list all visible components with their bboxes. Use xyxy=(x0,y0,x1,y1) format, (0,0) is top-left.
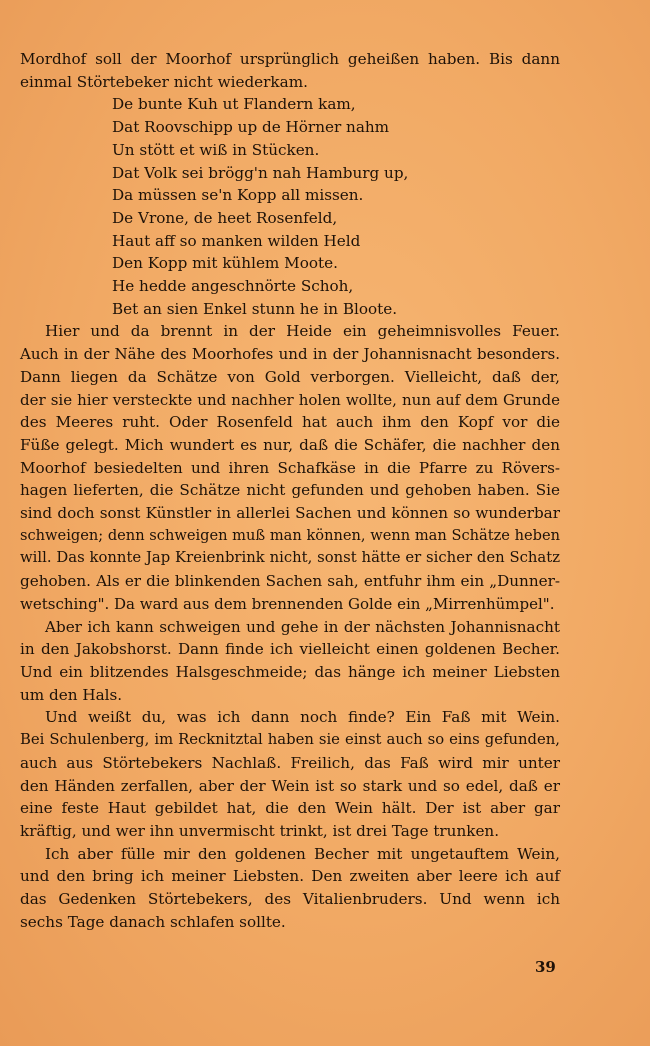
paragraph-intro xyxy=(20,48,560,93)
text-line: Bei Schulenberg, im Recknitztal haben sie einst auch so eins gefunden, xyxy=(20,731,560,749)
text-line: Und ein blitzendes Halsgeschmeide; das hänge ich meiner Liebsten xyxy=(20,662,560,681)
text-line: Aber ich kann schweigen und gehe in der nächsten Johannisnacht xyxy=(45,617,560,636)
text-line: Ich aber fülle mir den goldenen Becher mit ungetauftem Wein, xyxy=(45,844,560,863)
text-line: sechs Tage danach schlafen sollte. xyxy=(20,912,286,931)
verse-line: De Vrone, de heet Rosenfeld, xyxy=(112,208,338,227)
verse-line: Haut aff so manken wilden Held xyxy=(112,231,361,250)
verse-block xyxy=(20,93,560,320)
paragraph-wine-cask xyxy=(20,706,560,842)
verse-line: Da müssen se'n Kopp all missen. xyxy=(112,186,364,205)
text-line: Hier und da brennt in der Heide ein geheimnisvolles Feuer. xyxy=(45,322,560,341)
text-line: den Händen zerfallen, aber der Wein ist so stark und so edel, daß er xyxy=(20,776,560,795)
text-line: sind doch sonst Künstler in allerlei Sachen und können so wunderbar xyxy=(20,504,560,523)
text-line: Dann liegen da Schätze von Gold verborgen. Vielleicht, daß der, xyxy=(20,367,560,386)
text-line: Auch in der Nähe des Moorhofes und in der Johannisnacht besonders. xyxy=(20,345,560,364)
verse-line: He hedde angeschnörte Schoh, xyxy=(112,277,354,296)
paragraph-heath-fire xyxy=(20,320,560,615)
text-line: kräftig, und wer ihn unvermischt trinkt, ist drei Tage trunken. xyxy=(20,821,500,840)
verse-line: Den Kopp mit kühlem Moote. xyxy=(112,254,338,273)
text-line: Füße gelegt. Mich wundert es nur, daß die Schäfer, die nachher den xyxy=(20,435,560,454)
text-line: einmal Störtebeker nicht wiederkam. xyxy=(20,72,308,91)
page-number: 39 xyxy=(535,958,556,976)
page-text xyxy=(20,48,560,933)
text-line: das Gedenken Störtebekers, des Vitalienbruders. Und wenn ich xyxy=(20,890,560,909)
text-line: wetsching". Da ward aus dem brennenden Golde ein „Mirrenhümpel". xyxy=(20,594,555,613)
text-line: um den Hals. xyxy=(20,685,123,704)
text-line: hagen lieferten, die Schätze nicht gefunden und gehoben haben. Sie xyxy=(20,481,560,500)
text-line: der sie hier versteckte und nachher holen wollte, nun auf dem Grunde xyxy=(20,390,560,409)
text-line: auch aus Störtebekers Nachlaß. Freilich, das Faß wird mir unter xyxy=(20,753,560,772)
text-line: eine feste Haut gebildet hat, die den Wein hält. Der ist aber gar xyxy=(20,799,560,818)
verse-line: Dat Roovschipp up de Hörner nahm xyxy=(112,118,390,137)
text-line: und den bring ich meiner Liebsten. Den zweiten aber leere ich auf xyxy=(20,867,560,886)
text-line: Und weißt du, was ich dann noch finde? Ein Faß mit Wein. xyxy=(45,708,560,727)
paragraph-midsummer xyxy=(20,616,560,707)
text-line: will. Das konnte Jap Kreienbrink nicht, sonst hätte er sicher den Schatz xyxy=(20,549,560,567)
text-line: Moorhof besiedelten und ihren Schafkäse in die Pfarre zu Rövers- xyxy=(20,458,560,477)
paragraph-golden-cup xyxy=(20,843,560,934)
verse-line: Dat Volk sei brögg'n nah Hamburg up, xyxy=(112,163,409,182)
verse-line: Un stött et wiß in Stücken. xyxy=(112,140,320,159)
text-line: schweigen; denn schweigen muß man können, wenn man Schätze heben xyxy=(20,526,560,544)
text-line: des Meeres ruht. Oder Rosenfeld hat auch ihm den Kopf vor die xyxy=(20,413,560,432)
verse-line: Bet an sien Enkel stunn he in Bloote. xyxy=(112,299,398,318)
text-line: Mordhof soll der Moorhof ursprünglich geheißen haben. Bis dann xyxy=(20,50,560,68)
verse-line: De bunte Kuh ut Flandern kam, xyxy=(112,95,356,114)
text-line: gehoben. Als er die blinkenden Sachen sah, entfuhr ihm ein „Dunner- xyxy=(20,572,560,591)
text-line: in den Jakobshorst. Dann finde ich vielleicht einen goldenen Becher. xyxy=(20,640,560,659)
